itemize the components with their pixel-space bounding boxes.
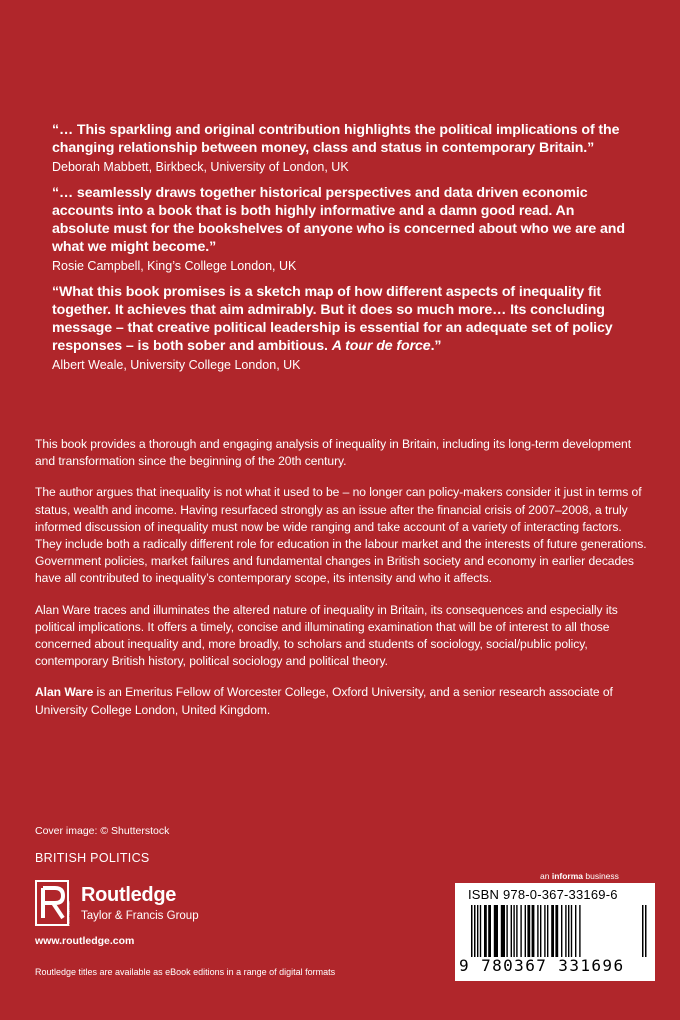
routledge-r-icon [35,880,73,928]
endorsement-source: Deborah Mabbett, Birkbeck, University of London, UK [52,160,349,174]
informa-suffix: business [583,871,619,881]
book-description [35,436,647,733]
series-name: BRITISH POLITICS [35,851,150,865]
routledge-logo [35,880,255,930]
barcode-bar [571,905,572,957]
isbn-label: ISBN 978-0-367-33169-6 [468,887,618,902]
barcode-bar [544,905,545,957]
barcode-bar [547,905,548,957]
barcode-bar [568,905,569,957]
publisher-url[interactable]: www.routledge.com [35,935,135,947]
endorsement-text: “… seamlessly draws together historical perspectives and data driven economic accounts into a book that is both highly informative and a damn good read. An absolute must for the bookshelves of anyone who is concerned about who we are and what we might become.” [52,185,625,255]
barcode-bars [471,905,647,957]
barcode-bar [488,905,491,957]
informa-prefix: an [540,871,552,881]
endorsements [52,121,632,382]
author-bio-text: is an Emeritus Fellow of Worcester College, Oxford University, and a senior research associate of University College London, United Kingdom. [35,685,613,717]
barcode-bar [506,905,507,957]
barcode-bar [484,905,487,957]
description-paragraph: This book provides a thorough and engaging analysis of inequality in Britain, including its long-term development and transformation since the beginning of the 20th century. [35,437,632,469]
endorsement-text: “… This sparkling and original contribution highlights the political implications of the changing relationship between money, class and status in contemporary Britain.” [52,122,620,156]
description-paragraph: Alan Ware traces and illuminates the altered nature of inequality in Britain, its consequences and especially its political implications. It offers a timely, concise and illuminating examination that will be of interest to all those concerned about inequality and, more broadly, to scholars and students of sociology, social/public policy, contemporary British history, political sociology and political theory. [35,602,618,669]
author-name: Alan Ware [35,685,94,700]
barcode-bar [642,905,644,957]
endorsement-source: Rosie Campbell, King’s College London, UK [52,259,297,273]
publisher-group: Taylor & Francis Group [81,910,199,922]
barcode-bar [474,905,476,957]
barcode-bar [477,905,478,957]
barcode-bar [511,905,512,957]
barcode-bar [527,905,530,957]
barcode-bar [579,905,580,957]
barcode-bar [494,905,498,957]
barcode [455,883,655,981]
barcode-bar [575,905,576,957]
publisher-name: Routledge [81,884,177,906]
barcode-bar [525,905,526,957]
barcode-bar [565,905,566,957]
informa-business [540,871,619,881]
barcode-bar [516,905,517,957]
ebook-note: Routledge titles are available as eBook editions in a range of digital formats [35,967,336,977]
cover-image-credit: Cover image: © Shutterstock [35,825,170,837]
informa-name: informa [551,871,583,881]
endorsement-3 [52,283,632,374]
svg-text:ROUTLEDGE: ROUTLEDGE [66,901,71,926]
barcode-bar [501,905,505,957]
barcode-bar [537,905,538,957]
barcode-bar [471,905,473,957]
barcode-bar [561,905,562,957]
barcode-bar [480,905,481,957]
barcode-bar [540,905,541,957]
endorsement-text-end: .” [430,338,442,354]
barcode-bar [520,905,521,957]
endorsement-text [52,283,632,355]
endorsement-text-main: “What this book promises is a sketch map of how different aspects of inequality fit together. It achieves that aim admirably. But it does so much more… Its concluding message – that creative political leadership is essential for an adequate set of policy responses – is both sober and ambitious. [52,284,613,354]
barcode-bar [551,905,554,957]
endorsement-1 [52,121,632,176]
description-paragraph: The author argues that inequality is not what it used to be – no longer can policy-makers consider it just in terms of status, wealth and income. Having resurfaced strongly as an issue after the financial crisis of 2007–2008, a truly informed discussion of inequality must now be wide ranging and take account of a variety of interacting factors. They include both a radically different role for education in the labour market and the interests of future generations. Government policies, market failures and fundamental changes in British society and economy in earlier decades have all contributed to inequality’s contemporary scope, its intensity and who it affects. [35,485,647,586]
barcode-digits: 9 780367 331696 [459,956,625,975]
barcode-bar [555,905,558,957]
author-bio [35,684,647,718]
barcode-bar [532,905,535,957]
barcode-bar [513,905,514,957]
endorsement-text-italic: A tour de force [331,338,431,354]
barcode-bar [645,905,647,957]
endorsement-2 [52,184,632,275]
endorsement-source: Albert Weale, University College London, UK [52,358,301,372]
